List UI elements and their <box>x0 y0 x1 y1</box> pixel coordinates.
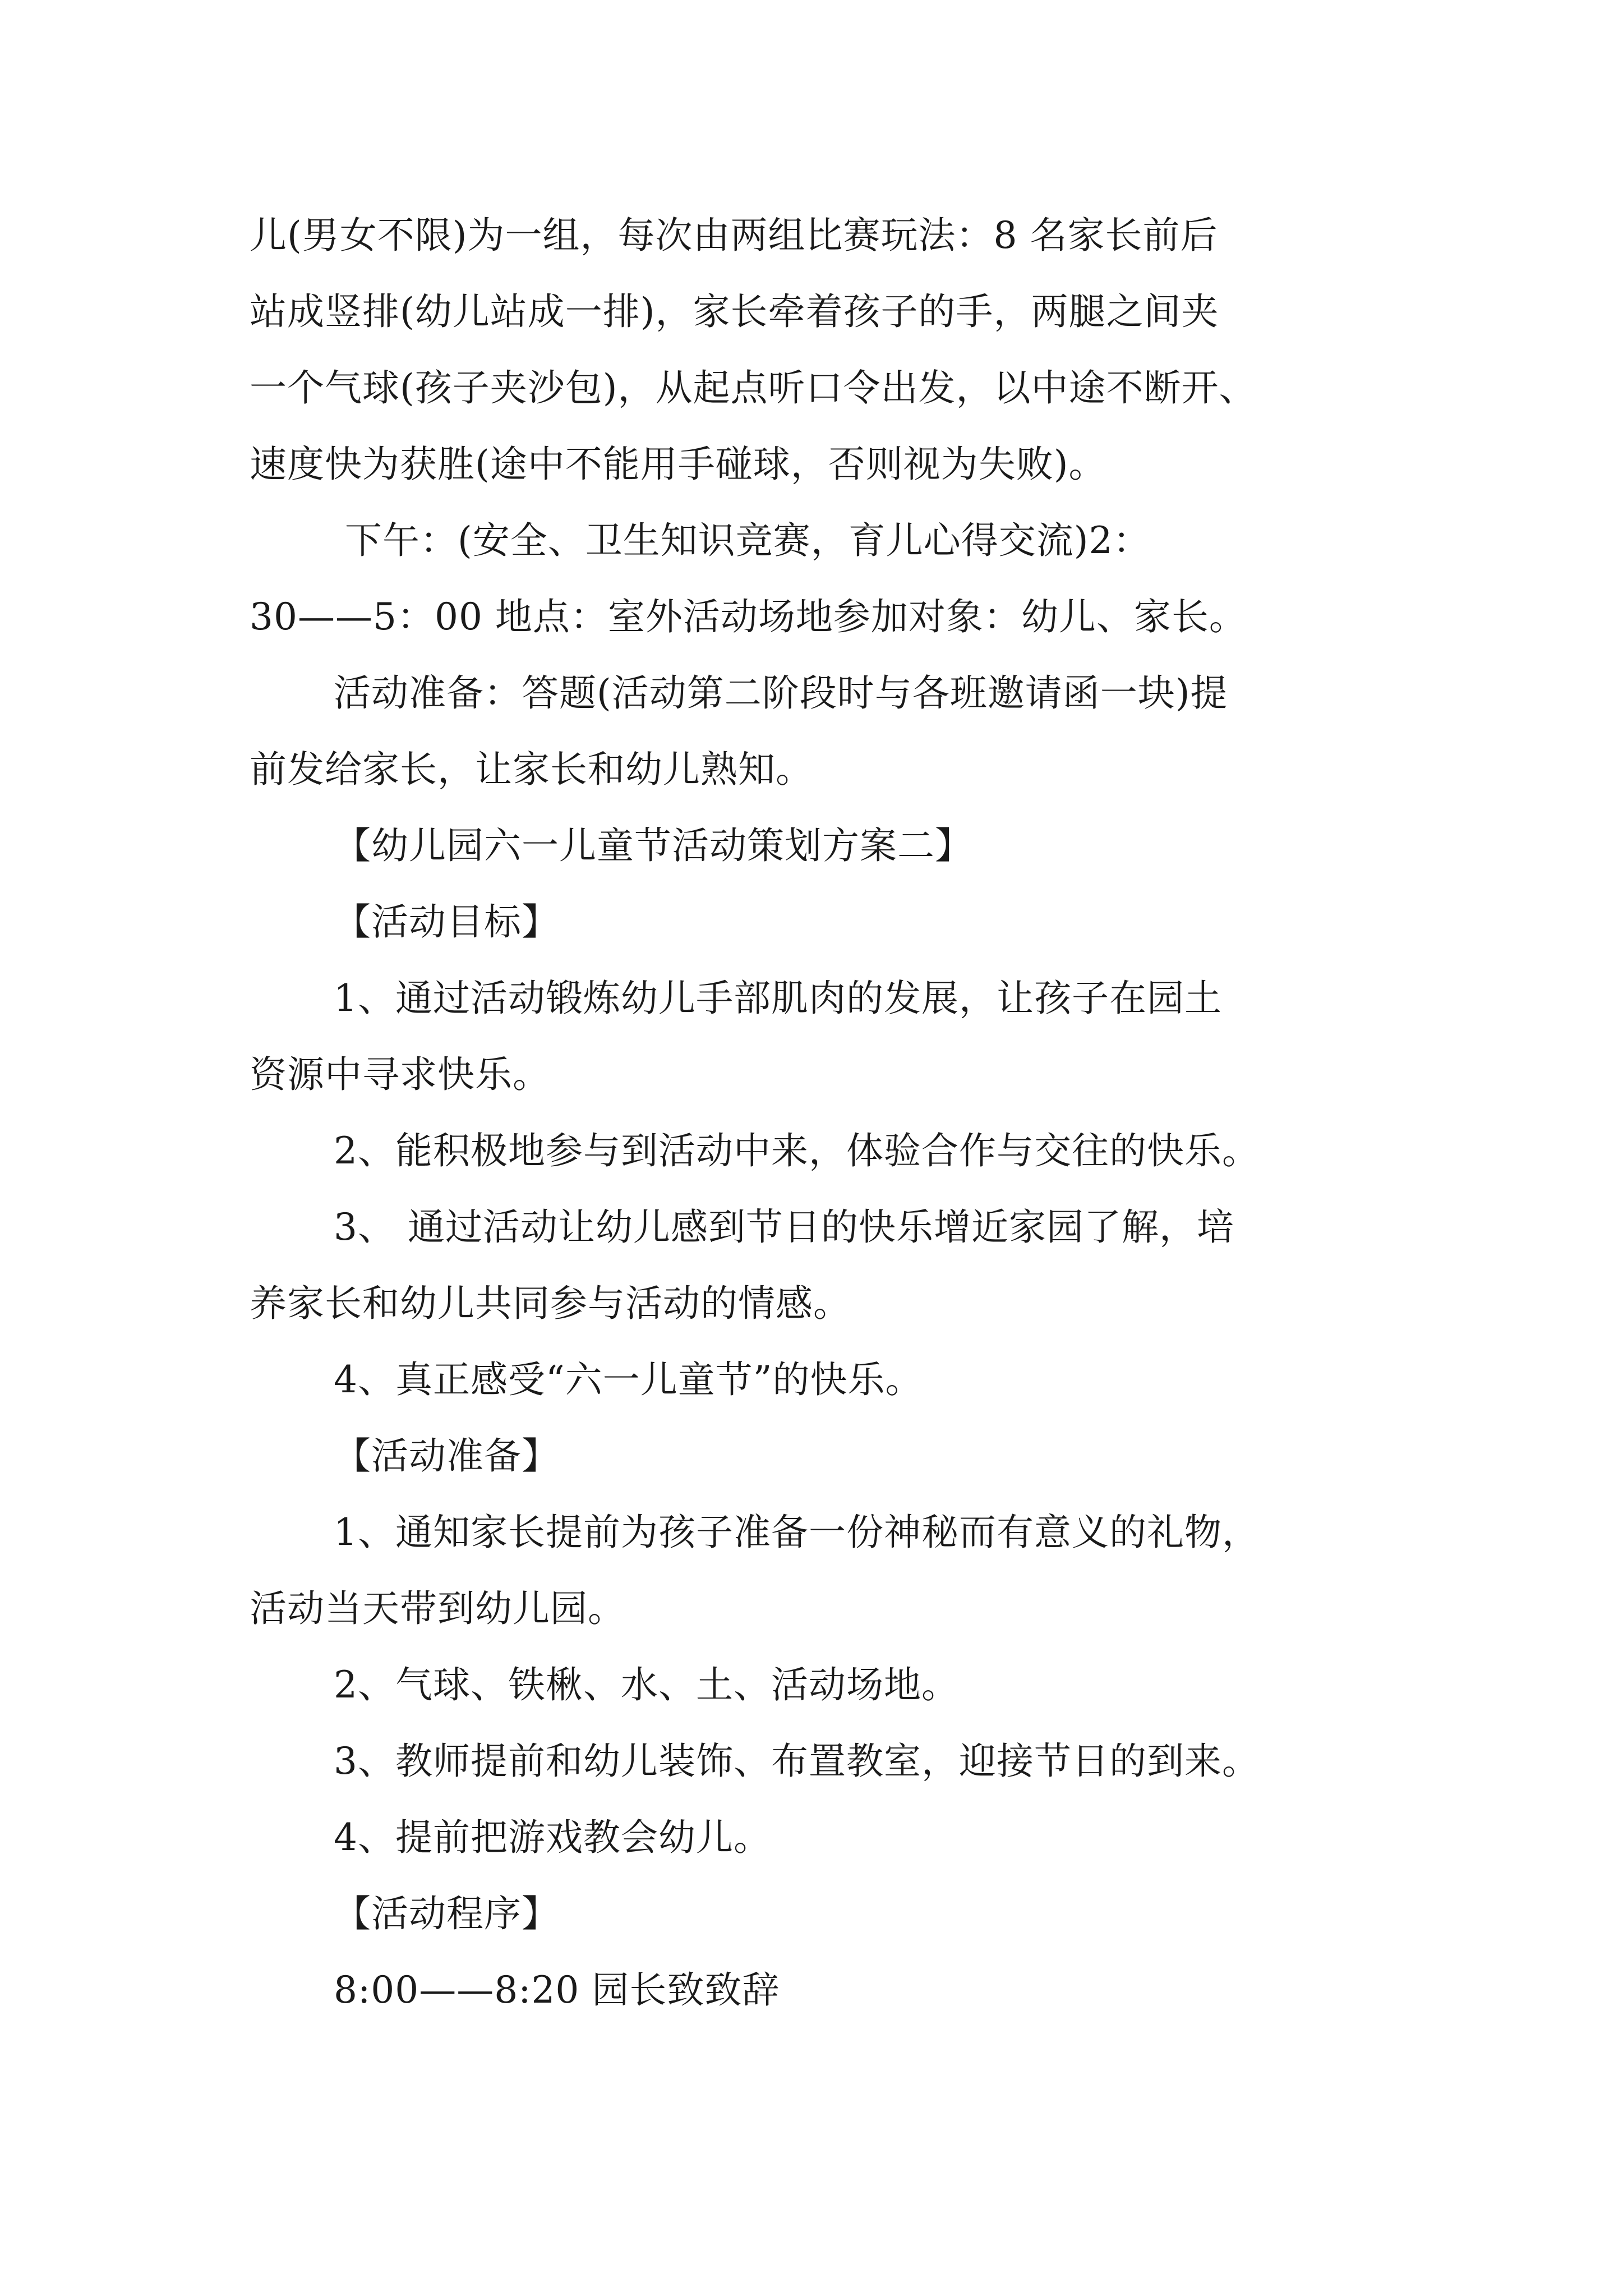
list-item: 1、通过活动锻炼幼儿手部肌肉的发展，让孩子在园土 <box>334 977 1222 1020</box>
section-heading-program: 【活动程序】 <box>334 1892 559 1935</box>
list-item: 2、能积极地参与到活动中来，体验合作与交往的快乐。 <box>334 1129 1260 1172</box>
list-item: 4、提前把游戏教会幼儿。 <box>334 1816 771 1859</box>
paragraph-line: 儿(男女不限)为一组，每次由两组比赛玩法：8 名家长前后 <box>250 214 1218 257</box>
paragraph-line: 养家长和幼儿共同参与活动的情感。 <box>250 1282 851 1325</box>
paragraph-line: 下午：(安全、卫生知识竞赛，育儿心得交流)2： <box>345 519 1151 562</box>
paragraph-line: 活动当天带到幼儿园。 <box>250 1587 625 1630</box>
paragraph-line: 一个气球(孩子夹沙包)，从起点听口令出发，以中途不断开、 <box>250 366 1257 409</box>
paragraph-line: 30——5：00 地点：室外活动场地参加对象：幼儿、家长。 <box>250 595 1247 638</box>
section-heading-preparation: 【活动准备】 <box>334 1434 559 1478</box>
list-item: 3、教师提前和幼儿装饰、布置教室，迎接节日的到来。 <box>334 1740 1260 1783</box>
list-item: 3、 通过活动让幼儿感到节日的快乐增近家园了解，培 <box>334 1205 1234 1249</box>
list-item: 2、气球、铁楸、水、土、活动场地。 <box>334 1663 959 1706</box>
schedule-item: 8:00——8:20 园长致致辞 <box>334 1968 780 2012</box>
paragraph-line: 站成竖排(幼儿站成一排)，家长牵着孩子的手，两腿之间夹 <box>250 290 1219 333</box>
paragraph-line: 活动准备：答题(活动第二阶段时与各班邀请函一块)提 <box>334 671 1228 715</box>
paragraph-line: 速度快为获胜(途中不能用手碰球，否则视为失败)。 <box>250 443 1106 486</box>
list-item: 1、通知家长提前为孩子准备一份神秘而有意义的礼物， <box>334 1511 1260 1554</box>
paragraph-line: 前发给家长，让家长和幼儿熟知。 <box>250 748 813 791</box>
list-item: 4、真正感受“六一儿童节”的快乐。 <box>334 1358 923 1401</box>
paragraph-line: 资源中寻求快乐。 <box>250 1053 550 1096</box>
section-heading-goals: 【活动目标】 <box>334 900 559 944</box>
section-title: 【幼儿园六一儿童节活动策划方案二】 <box>334 824 972 867</box>
